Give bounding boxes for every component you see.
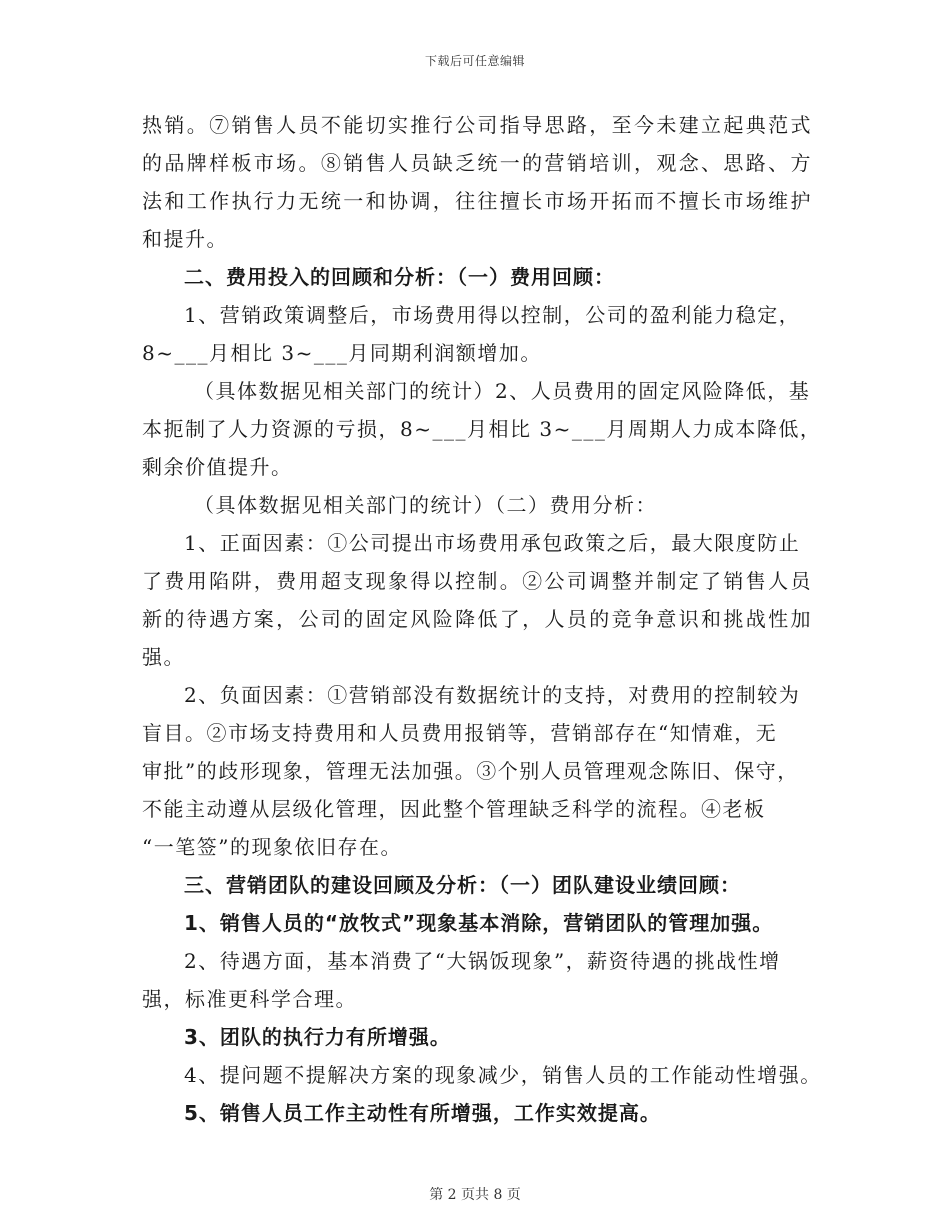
section-heading: 三、营销团队的建设回顾及分析：（一）团队建设业绩回顾： xyxy=(184,873,741,897)
bold-point: 5、销售人员工作主动性有所增强，工作实效提高。 xyxy=(184,1101,661,1125)
text-line: 2、负面因素：①营销部没有数据统计的支持，对费用的控制较为 xyxy=(184,683,801,707)
text-line: （具体数据见相关部门的统计）2、人员费用的固定风险降低，基 xyxy=(194,379,811,403)
section-heading: 二、费用投入的回顾和分析：（一）费用回顾： xyxy=(184,265,615,289)
text-line: 8~___月相比 3~___月同期利润额增加。 xyxy=(142,341,542,365)
text-line: 4、提问题不提解决方案的现象减少，销售人员的工作能动性增强。 xyxy=(184,1063,822,1087)
text-line: 的品牌样板市场。⑧销售人员缺乏统一的营销培训，观念、思路、方 xyxy=(142,151,812,175)
page-header: 下载后可任意编辑 xyxy=(424,54,525,68)
text-line: 强，标准更科学合理。 xyxy=(142,987,357,1011)
text-line: 和提升。 xyxy=(142,227,228,251)
text-line: 了费用陷阱，费用超支现象得以控制。②公司调整并制定了销售人员 xyxy=(142,569,812,593)
text-line: （具体数据见相关部门的统计）（二）费用分析： xyxy=(194,493,657,517)
text-line: 1、营销政策调整后，市场费用得以控制，公司的盈利能力稳定， xyxy=(184,303,801,327)
text-line: 盲目。②市场支持费用和人员费用报销等，营销部存在“知情难，无 xyxy=(142,721,778,745)
text-line: 2、待遇方面，基本消费了“大锅饭现象”，薪资待遇的挑战性增 xyxy=(184,949,781,973)
text-line: 不能主动遵从层级化管理，因此整个管理缺乏科学的流程。④老板 xyxy=(142,797,766,821)
text-line: 新的待遇方案，公司的固定风险降低了，人员的竞争意识和挑战性加 xyxy=(142,607,812,631)
text-line: “一笔签”的现象依旧存在。 xyxy=(142,835,402,859)
document-body xyxy=(142,106,822,1132)
bold-point: 3、团队的执行力有所增强。 xyxy=(184,1025,451,1049)
bold-point: 1、销售人员的“放牧式”现象基本消除，营销团队的管理加强。 xyxy=(184,911,774,935)
text-line: 1、正面因素：①公司提出市场费用承包政策之后，最大限度防止 xyxy=(184,531,801,555)
text-line: 强。 xyxy=(142,645,185,669)
text-line: 热销。⑦销售人员不能切实推行公司指导思路，至今未建立起典范式 xyxy=(142,113,812,137)
page-footer: 第 2 页共 8 页 xyxy=(429,1187,521,1203)
text-line: 剩余价值提升。 xyxy=(142,455,293,479)
text-line: 法和工作执行力无统一和协调，往往擅长市场开拓而不擅长市场维护 xyxy=(142,189,812,213)
text-line: 本扼制了人力资源的亏损，8~___月相比 3~___月周期人力成本降低， xyxy=(142,417,822,441)
text-line: 审批”的歧形现象，管理无法加强。③个别人员管理观念陈旧、保守， xyxy=(142,759,799,783)
